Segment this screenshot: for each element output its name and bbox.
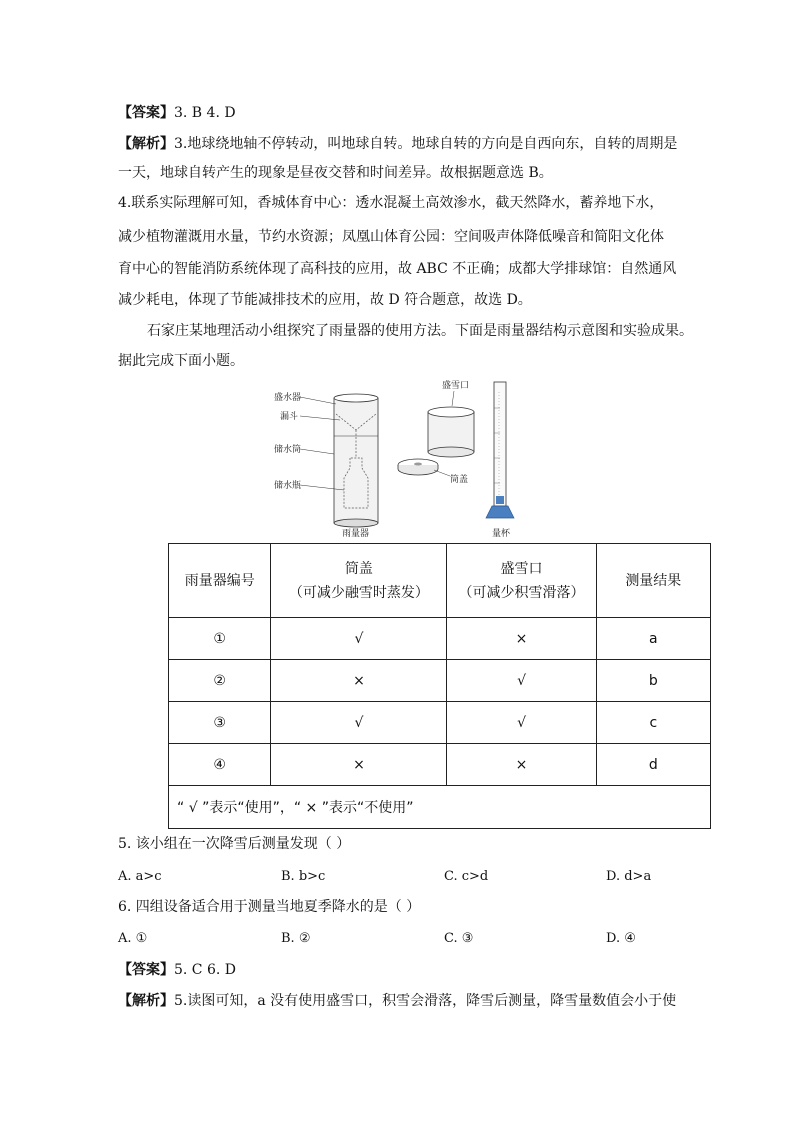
table-note: “ √ ”表示“使用”，“ × ”表示“不使用” bbox=[169, 786, 711, 829]
row-result: d bbox=[596, 744, 710, 786]
option-b: B. ② bbox=[281, 931, 311, 946]
analysis-line-5: 育中心的智能消防系统体现了高科技的应用，故 ABC 不正确；成都大学排球馆：自然通风 bbox=[118, 261, 677, 277]
storage-bottle-label: 储水瓶 bbox=[274, 481, 302, 491]
row-cover: √ bbox=[271, 618, 447, 660]
row-snow: √ bbox=[447, 702, 596, 744]
option-d: D. d>a bbox=[606, 869, 652, 884]
header-gauge-id: 雨量器编号 bbox=[169, 544, 271, 618]
row-cover: × bbox=[271, 660, 447, 702]
rain-gauge-diagram bbox=[270, 378, 530, 538]
option-d: D. ④ bbox=[606, 931, 636, 946]
answer-text: 5. C 6. D bbox=[174, 962, 237, 978]
row-snow: √ bbox=[447, 660, 596, 702]
header-snow-note: （可减少积雪滑落） bbox=[458, 584, 585, 601]
analysis-line-3: 4.联系实际理解可知，香城体育中心：透水混凝土高效渗水，截天然降水，蓄养地下水， bbox=[118, 195, 664, 211]
row-id: ④ bbox=[169, 744, 271, 786]
row-cover: √ bbox=[271, 702, 447, 744]
header-snow-opening bbox=[447, 544, 596, 618]
cover-label: 筒盖 bbox=[450, 475, 469, 485]
row-result: a bbox=[596, 618, 710, 660]
question-5-stem: 5. 该小组在一次降雪后测量发现（ ） bbox=[118, 836, 351, 852]
analysis-line-2: 一天，地球自转产生的现象是昼夜交替和时间差异。故根据题意选 B。 bbox=[118, 165, 553, 181]
analysis-text: 3.地球绕地轴不停转动，叫地球自转。地球自转的方向是自西向东，自转的周期是 bbox=[174, 136, 678, 152]
analysis-text: 5.读图可知，a 没有使用盛雪口，积雪会滑落，降雪后测量，降雪量数值会小于使 bbox=[174, 993, 677, 1009]
question-6-stem: 6. 四组设备适合用于测量当地夏季降水的是（ ） bbox=[118, 899, 421, 915]
header-cover-title: 筒盖 bbox=[344, 560, 373, 577]
option-c: C. c>d bbox=[444, 869, 489, 884]
question-5-options bbox=[118, 867, 678, 887]
row-id: ② bbox=[169, 660, 271, 702]
answer-line-1 bbox=[118, 103, 236, 123]
analysis-line-6: 减少耗电，体现了节能减排技术的应用，故 D 符合题意，故选 D。 bbox=[118, 292, 532, 308]
funnel-label: 漏斗 bbox=[280, 412, 299, 422]
row-result: c bbox=[596, 702, 710, 744]
option-c: C. ③ bbox=[444, 931, 474, 946]
measuring-cup-drawing bbox=[486, 382, 514, 518]
rain-gauge-svg bbox=[270, 378, 530, 538]
experiment-results-table bbox=[168, 543, 711, 829]
option-a: A. a>c bbox=[118, 869, 162, 884]
header-cover bbox=[271, 544, 447, 618]
intro-line-1: 石家庄某地理活动小组探究了雨量器的使用方法。下面是雨量器结构示意图和实验成果。 bbox=[147, 323, 693, 339]
snow-opening-drawing bbox=[428, 407, 474, 457]
table-row bbox=[169, 702, 711, 744]
storage-tube-label: 储水筒 bbox=[274, 445, 302, 455]
row-id: ③ bbox=[169, 702, 271, 744]
answer-line-2 bbox=[118, 960, 236, 980]
answer-label: 【答案】 bbox=[118, 105, 174, 121]
table-row bbox=[169, 618, 711, 660]
intro-line-2: 据此完成下面小题。 bbox=[118, 353, 244, 369]
table-row bbox=[169, 660, 711, 702]
gauge-label: 雨量器 bbox=[342, 529, 370, 538]
snow-opening-label: 盛雪口 bbox=[442, 381, 470, 391]
answer-text: 3. B 4. D bbox=[174, 105, 236, 121]
question-6-options bbox=[118, 929, 678, 949]
table-note-row bbox=[169, 786, 711, 829]
analysis-label: 【解析】 bbox=[118, 136, 174, 152]
rain-gauge-body bbox=[334, 394, 378, 527]
analysis-label: 【解析】 bbox=[118, 993, 174, 1009]
row-cover: × bbox=[271, 744, 447, 786]
header-result: 测量结果 bbox=[596, 544, 710, 618]
analysis-line-1 bbox=[118, 134, 677, 154]
row-result: b bbox=[596, 660, 710, 702]
analysis-line-2-1 bbox=[118, 991, 676, 1011]
cover-drawing bbox=[398, 459, 438, 475]
collector-label: 盛水器 bbox=[274, 393, 302, 403]
header-snow-title: 盛雪口 bbox=[500, 560, 543, 577]
cup-label: 量杯 bbox=[492, 529, 511, 538]
row-id: ① bbox=[169, 618, 271, 660]
option-a: A. ① bbox=[118, 931, 148, 946]
answer-label: 【答案】 bbox=[118, 962, 174, 978]
table-header-row bbox=[169, 544, 711, 618]
row-snow: × bbox=[447, 618, 596, 660]
option-b: B. b>c bbox=[281, 869, 326, 884]
row-snow: × bbox=[447, 744, 596, 786]
analysis-line-4: 减少植物灌溉用水量，节约水资源；凤凰山体育公园：空间吸声体降低噪音和简阳文化体 bbox=[118, 229, 664, 245]
header-cover-note: （可减少融雪时蒸发） bbox=[288, 584, 429, 601]
table-row bbox=[169, 744, 711, 786]
